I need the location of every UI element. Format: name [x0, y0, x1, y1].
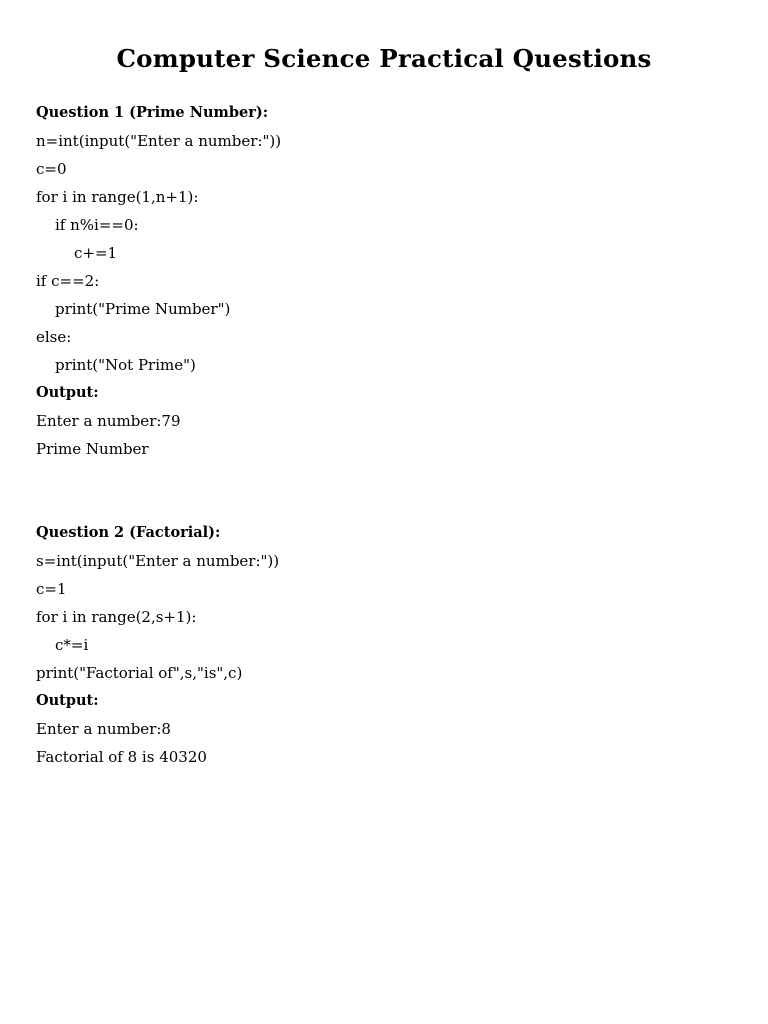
code-line: n=int(input("Enter a number:")) — [36, 132, 282, 150]
output-line: Enter a number:8 — [36, 720, 171, 738]
page-title: Computer Science Practical Questions — [116, 44, 652, 73]
question-1-section — [36, 99, 736, 463]
question-1-heading: Question 1 (Prime Number): — [36, 104, 269, 121]
code-line: if c==2: — [36, 272, 100, 290]
code-line: print("Factorial of",s,"is",c) — [36, 664, 243, 682]
code-line: print("Prime Number") — [55, 300, 231, 318]
code-line: c*=i — [55, 636, 89, 654]
output-label: Output: — [36, 384, 99, 401]
output-line: Enter a number:79 — [36, 412, 181, 430]
code-line: c=1 — [36, 580, 67, 598]
output-label: Output: — [36, 692, 99, 709]
output-line: Factorial of 8 is 40320 — [36, 748, 207, 766]
code-line: for i in range(2,s+1): — [36, 608, 197, 626]
question-2-section — [36, 519, 736, 771]
code-line: c=0 — [36, 160, 67, 178]
code-line: if n%i==0: — [55, 216, 139, 234]
code-line: else: — [36, 328, 72, 346]
question-2-heading: Question 2 (Factorial): — [36, 524, 221, 541]
code-line: for i in range(1,n+1): — [36, 188, 199, 206]
output-line: Prime Number — [36, 440, 149, 458]
code-line: s=int(input("Enter a number:")) — [36, 552, 280, 570]
code-line: c+=1 — [74, 244, 118, 262]
code-line: print("Not Prime") — [55, 356, 196, 374]
